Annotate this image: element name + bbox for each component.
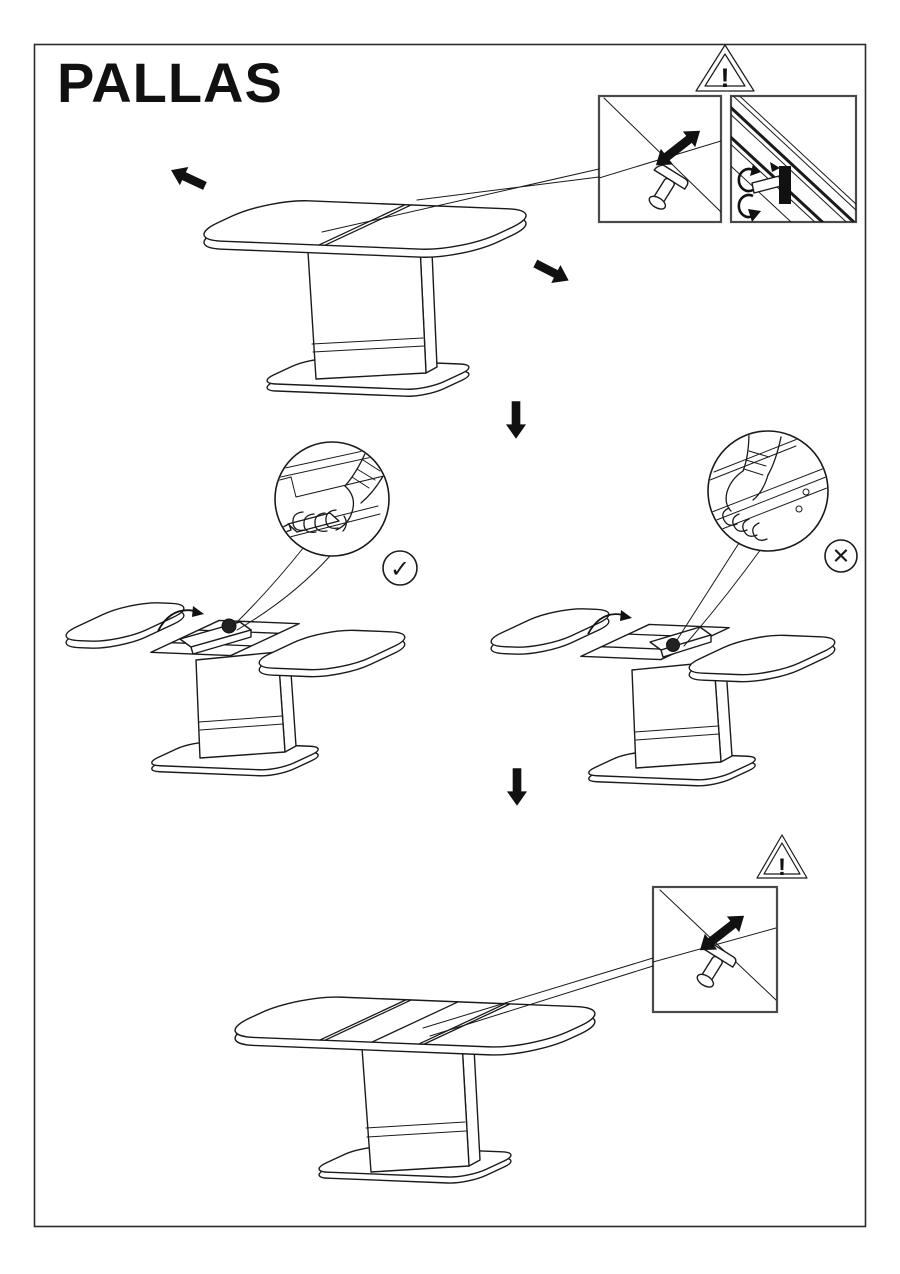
- arrow-down-icon-1: [506, 401, 526, 438]
- warning-mark-top: !: [720, 63, 730, 93]
- magnifier-tail-left: [232, 547, 331, 630]
- step2-incorrect: [475, 431, 858, 786]
- detail-circle-correct: [275, 442, 389, 556]
- latch-knob: [667, 639, 680, 652]
- warning-triangle-top: [696, 45, 754, 93]
- warning-mark-bottom: !: [778, 854, 786, 881]
- lock-pin-icon: [779, 166, 791, 204]
- cross-badge: [825, 540, 857, 572]
- step3-extended-table: [212, 958, 653, 1184]
- latch-knob: [222, 619, 236, 633]
- arrow-down-icon-2: [507, 768, 527, 805]
- cross-icon: ✕: [831, 544, 851, 570]
- arrow-down-right-icon: [531, 255, 574, 290]
- detail-circle-incorrect: [708, 431, 828, 551]
- inset-rail-lock-top: [719, 88, 871, 286]
- step1-closed-table: [167, 161, 599, 397]
- step2-correct: [50, 442, 423, 776]
- inset-latch-slide-bottom: [653, 887, 777, 1012]
- arrow-up-left-icon: [167, 161, 209, 195]
- check-icon: ✓: [389, 555, 411, 583]
- warning-triangle-bottom: [757, 835, 807, 881]
- check-badge: [383, 551, 417, 585]
- inset-latch-slide-top: [599, 96, 721, 222]
- page-title: PALLAS: [57, 51, 283, 114]
